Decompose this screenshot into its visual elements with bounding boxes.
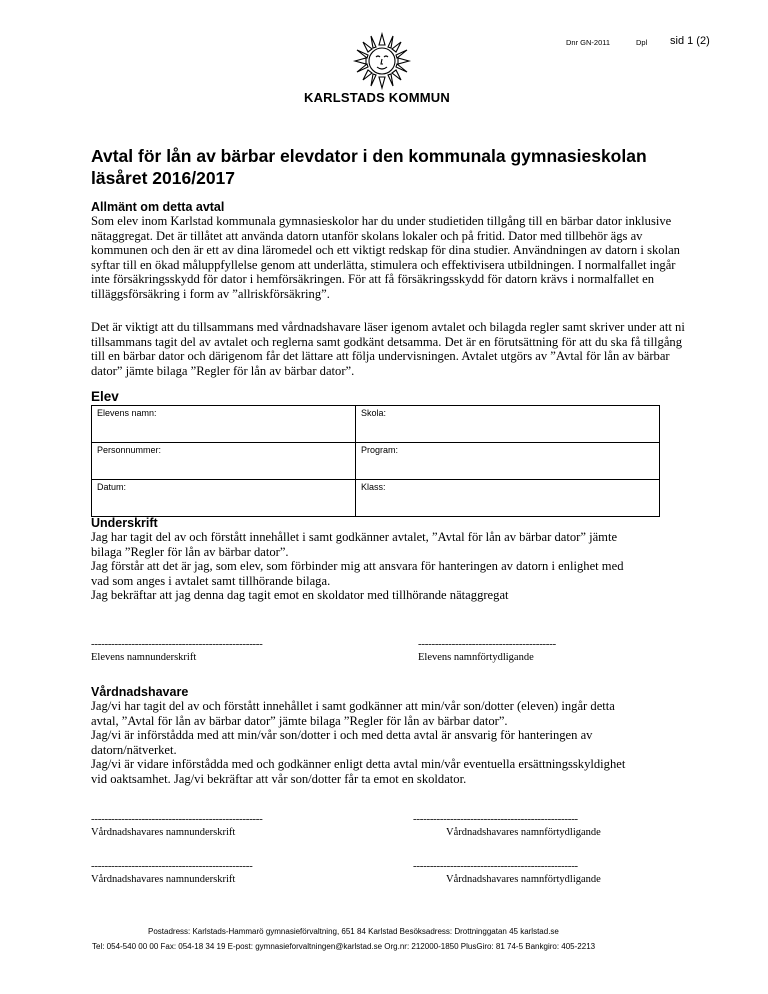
- date-field[interactable]: [92, 480, 356, 517]
- signature-line-4: vad som anges i avtalet samt tillhörande bilaga.: [91, 573, 331, 588]
- student-info-table: [91, 405, 660, 517]
- student-name-label: Elevens namn:: [97, 408, 157, 418]
- document-number: Dnr GN-2011: [566, 38, 611, 47]
- brand-name: KARLSTADS KOMMUN: [304, 90, 450, 105]
- guardian-text: [91, 699, 691, 787]
- date-label: Datum:: [97, 482, 127, 492]
- about-text-2: [91, 320, 691, 378]
- footer-address: Postadress: Karlstads-Hammarö gymnasieförvaltning, 651 84 Karlstad Besöksadress: Drottninggatan 45 karlstad.se: [148, 927, 559, 936]
- student-name-field[interactable]: [92, 406, 356, 443]
- about-paragraph-1: Som elev inom Karlstad kommunala gymnasieskolor har du under studietiden tillgång till en bärbar dator inklusive nätaggregat. Det är tillåtet att använda datorn utanför skolans lokaler och på fritid. Dator med tillbehör ägs av kommunen och den är ett av dina läromedel och ett viktigt redskap för dina studier. Användningen av datorn i skolan syftar till en ökad måluppfyllelse genom att underlätta, stimulera och effektivisera utbildningen. I normalfallet ingår inte försäkringsskydd för dator i hemförsäkringen. För att få försäkringsskydd för datorn krävs i normalfallet en tilläggsförsäkring i form av ”allriskförsäkring”.: [91, 214, 680, 301]
- student-heading: Elev: [91, 389, 119, 404]
- signature-line-2: bilaga ”Regler för lån av bärbar dator”.: [91, 544, 289, 559]
- guardian-line-3: Jag/vi är införstådda med att min/vår son/dotter i och med detta avtal är ansvarig för hanteringen av: [91, 728, 593, 743]
- signature-line-1: Jag har tagit del av och förstått innehållet i samt godkänner avtalet, ”Avtal för lån av bärbar dator” jämte: [91, 530, 618, 544]
- school-label: Skola:: [361, 408, 387, 418]
- student-name-clarification-line[interactable]: -----------------------------------------: [418, 638, 556, 650]
- guardian-2-signature-line[interactable]: ------------------------------------------------: [91, 860, 253, 872]
- guardian-1-signature-line[interactable]: ---------------------------------------------------: [91, 813, 263, 825]
- footer-contact: Tel: 054-540 00 00 Fax: 054-18 34 19 E-post: gymnasieforvaltningen@karlstad.se Org.nr: 212000-1850 PlusGiro: 81 74-5 Bankgiro: 405-2213: [92, 942, 596, 951]
- personal-number-label: Personnummer:: [97, 445, 162, 455]
- guardian-2-name-clarification-label: Vårdnadshavares namnförtydligande: [446, 874, 601, 885]
- about-heading: Allmänt om detta avtal: [91, 200, 225, 214]
- guardian-1-signature-label: Vårdnadshavares namnunderskrift: [91, 827, 236, 838]
- signature-line-3: Jag förstår att det är jag, som elev, som förbinder mig att ansvara för hanteringen av datorn i enlighet med: [91, 559, 624, 574]
- document-title: Avtal för lån av bärbar elevdator i den kommunala gymnasieskolan läsåret 2016/2017: [91, 146, 647, 188]
- sun-logo-icon: [352, 30, 412, 90]
- guardian-1-name-clarification-line[interactable]: -------------------------------------------------: [413, 813, 578, 825]
- guardian-2-signature-label: Vårdnadshavares namnunderskrift: [91, 874, 236, 885]
- guardian-line-4: datorn/nätverket.: [91, 742, 177, 757]
- guardian-line-1: Jag/vi har tagit del av och förstått innehållet i samt godkänner att min/vår son/dotter (eleven) ingår detta: [91, 699, 615, 713]
- student-signature-label: Elevens namnunderskrift: [91, 652, 197, 663]
- program-field[interactable]: [356, 443, 660, 480]
- guardian-line-5: Jag/vi är vidare införstådda med och godkänner enligt detta avtal min/vår eventuella ersättningsskyldighet: [91, 757, 626, 772]
- guardian-2-name-clarification-line[interactable]: -------------------------------------------------: [413, 860, 578, 872]
- guardian-heading: Vårdnadshavare: [91, 685, 189, 699]
- about-paragraph-2: Det är viktigt att du tillsammans med vårdnadshavare läser igenom avtalet och bilagda regler samt skriver under att ni tillsammans tagit del av avtalet och reglerna samt godkänt detsamma. Det är en förutsättning för att du ska få tillgång till en bärbar dator och därigenom får det lättare att följa undervisningen. Avtalet utgörs av ”Avtal för lån av bärbar dator” jämte bilaga ”Regler för lån av bärbar dator”.: [91, 320, 685, 378]
- about-text-1: [91, 214, 691, 302]
- guardian-line-2: avtal, ”Avtal för lån av bärbar dator” jämte bilaga ”Regler för lån av bärbar dator”.: [91, 713, 508, 728]
- dpl-code: Dpl: [636, 38, 648, 47]
- signature-text: [91, 530, 691, 603]
- guardian-1-name-clarification-label: Vårdnadshavares namnförtydligande: [446, 827, 601, 838]
- class-field[interactable]: [356, 480, 660, 517]
- class-label: Klass:: [361, 482, 386, 492]
- student-name-clarification-label: Elevens namnförtydligande: [418, 652, 534, 663]
- guardian-line-6: vid oaktsamhet. Jag/vi bekräftar att vår son/dotter får ta emot en skoldator.: [91, 771, 467, 786]
- signature-line-5: Jag bekräftar att jag denna dag tagit emot en skoldator med tillhörande nätaggregat: [91, 588, 509, 603]
- school-field[interactable]: [356, 406, 660, 443]
- personal-number-field[interactable]: [92, 443, 356, 480]
- signature-heading: Underskrift: [91, 516, 158, 530]
- page-number: sid 1 (2): [670, 35, 710, 47]
- program-label: Program:: [361, 445, 399, 455]
- student-signature-line[interactable]: ---------------------------------------------------: [91, 638, 263, 650]
